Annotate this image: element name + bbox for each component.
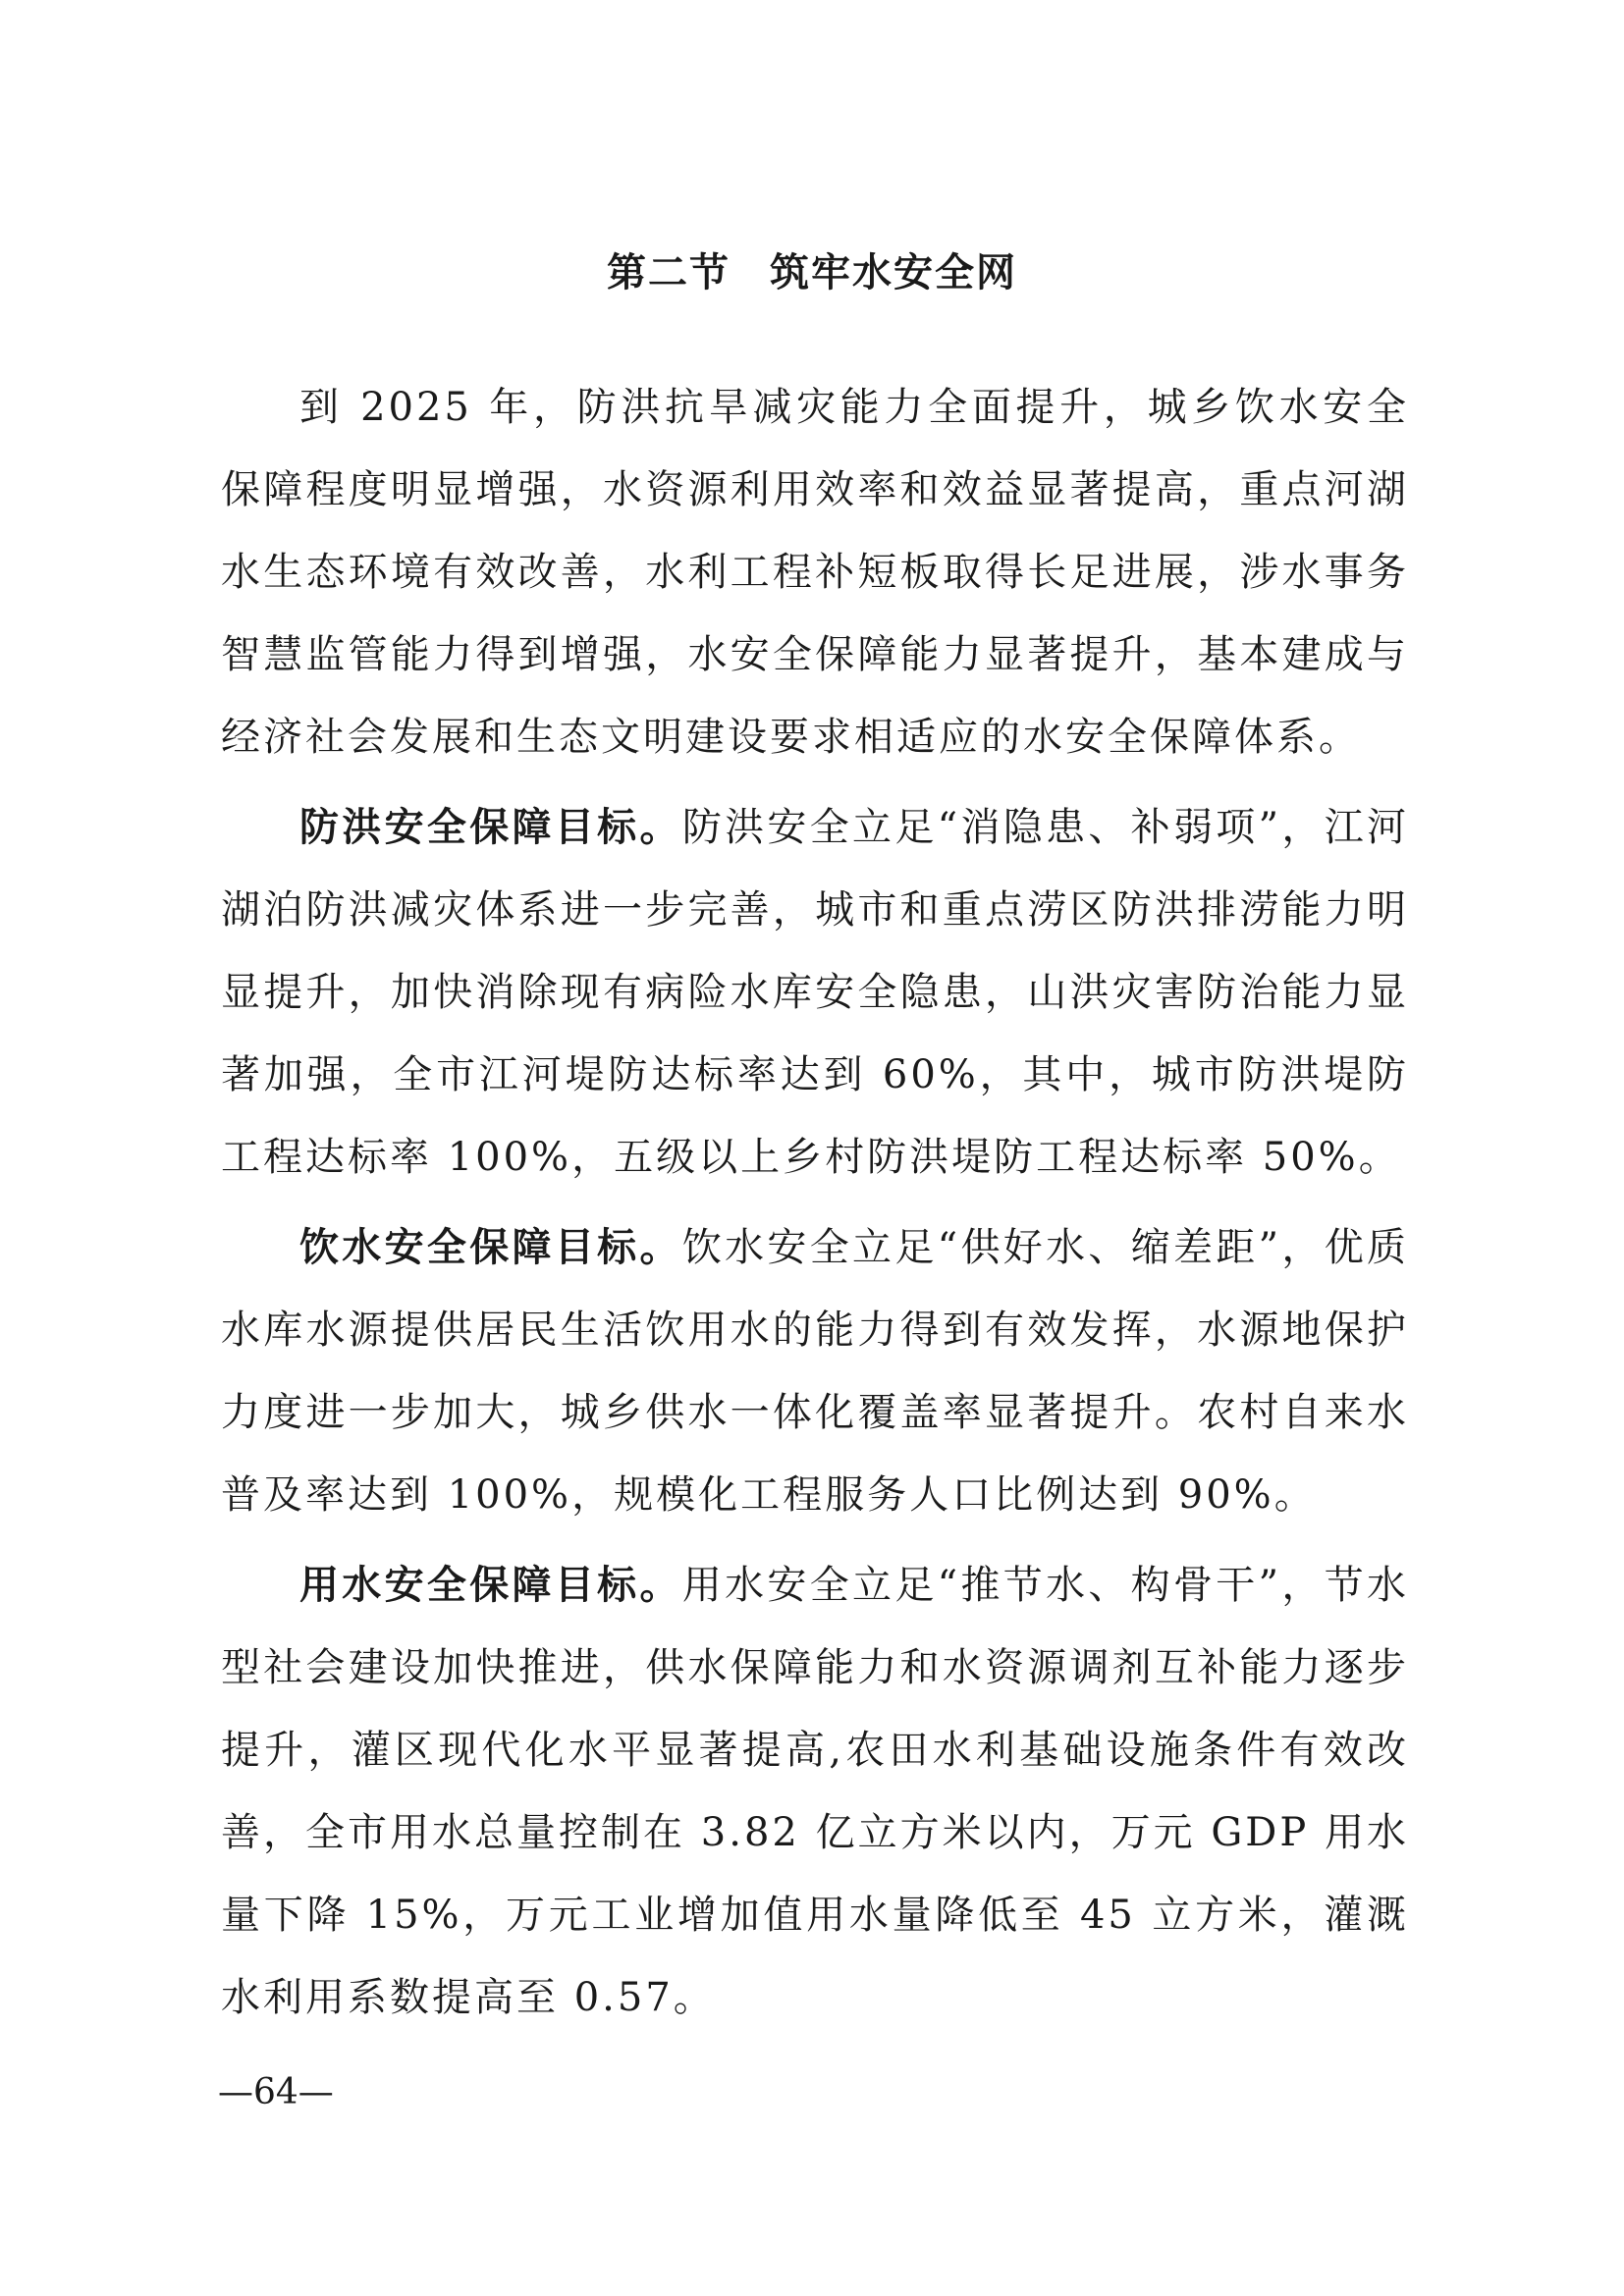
paragraph-lead: 饮水安全保障目标。	[299, 1225, 682, 1270]
page-number: —64—	[218, 2072, 334, 2112]
section-title: 筑牢水安全网	[770, 250, 1017, 295]
paragraph-text: 到 2025 年，防洪抗旱减灾能力全面提升，城乡饮水安全保障程度明显增强，水资源利用效率和效益显著提高，重点河湖水生态环境有效改善，水利工程补短板取得长足进展，涉水事务智慧监管能力得到增强，水安全保障能力显著提升，基本建成与经济社会发展和生态文明建设要求相适应的水安全保障体系。	[221, 385, 1409, 760]
paragraph-overview	[221, 366, 1409, 778]
paragraph-text: 用水安全立足“推节水、构骨干”，节水型社会建设加快推进，供水保障能力和水资源调剂互补能力逐步提升，灌区现代化水平显著提高,农田水利基础设施条件有效改善，全市用水总量控制在 3.82 亿立方米以内，万元 GDP 用水量下降 15%，万元工业增加值用水量降低至 45 立方米，灌溉水利用系数提高至 0.57。	[221, 1563, 1410, 2020]
paragraph-text: 饮水安全立足“供好水、缩差距”，优质水库水源提供居民生活饮用水的能力得到有效发挥，水源地保护力度进一步加大，城乡供水一体化覆盖率显著提升。农村自来水普及率达到 100%，规模化工程服务人口比例达到 90%。	[221, 1225, 1410, 1518]
section-number: 第二节	[607, 250, 731, 295]
body-text	[221, 366, 1409, 2039]
page-title	[0, 243, 1624, 302]
paragraph-drinking-water	[221, 1206, 1409, 1536]
paragraph-water-use	[221, 1544, 1409, 2039]
paragraph-flood-control	[221, 786, 1409, 1199]
paragraph-text: 防洪安全立足“消隐患、补弱项”，江河湖泊防洪减灾体系进一步完善，城市和重点涝区防洪排涝能力明显提升，加快消除现有病险水库安全隐患，山洪灾害防治能力显著加强，全市江河堤防达标率达到 60%，其中，城市防洪堤防工程达标率 100%，五级以上乡村防洪堤防工程达标率 50%。	[221, 805, 1410, 1180]
paragraph-lead: 用水安全保障目标。	[299, 1563, 682, 1608]
paragraph-lead: 防洪安全保障目标。	[299, 805, 682, 850]
